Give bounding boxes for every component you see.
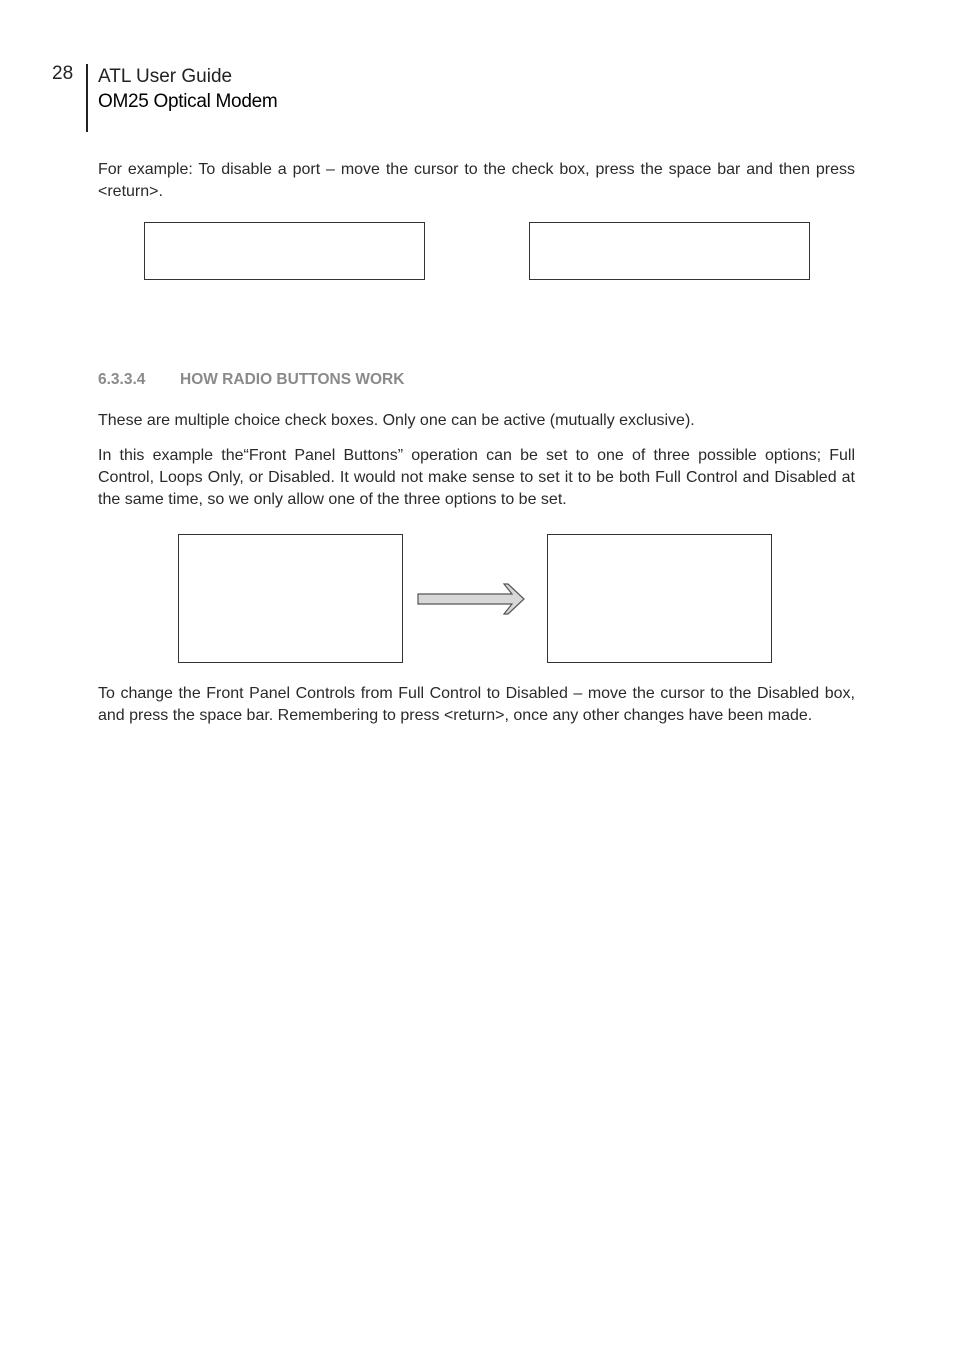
radio-description-paragraph: These are multiple choice check boxes. Only one can be active (mutually exclusive). [98,412,695,429]
radio-example-before-figure [178,534,403,663]
intro-paragraph: For example: To disable a port – move the cursor to the check box, press the space bar and then press <return>. [98,161,855,200]
instruction-paragraph: To change the Front Panel Controls from Full Control to Disabled – move the cursor to the Disabled box, and press the space bar. Remembering to press <return>, once any other changes have been made. [98,685,855,724]
document-title: ATL User Guide [98,66,233,87]
checkbox-example-after-figure [529,222,810,280]
document-subtitle: OM25 Optical Modem [98,91,278,112]
checkbox-example-before-figure [144,222,425,280]
section-number: 6.3.3.4 [98,371,146,388]
radio-example-after-figure [547,534,772,663]
header-divider [86,64,88,132]
section-title: HOW RADIO BUTTONS WORK [180,371,405,388]
page-number: 28 [52,63,74,84]
right-arrow-icon [416,581,528,617]
section-heading [98,370,404,390]
radio-example-paragraph: In this example the“Front Panel Buttons” operation can be set to one of three possible options; Full Control, Loops Only, or Disabled. It would not make sense to set it to be both Full Control and Disabled at the same time, so we only allow one of the three options to be set. [98,447,855,508]
